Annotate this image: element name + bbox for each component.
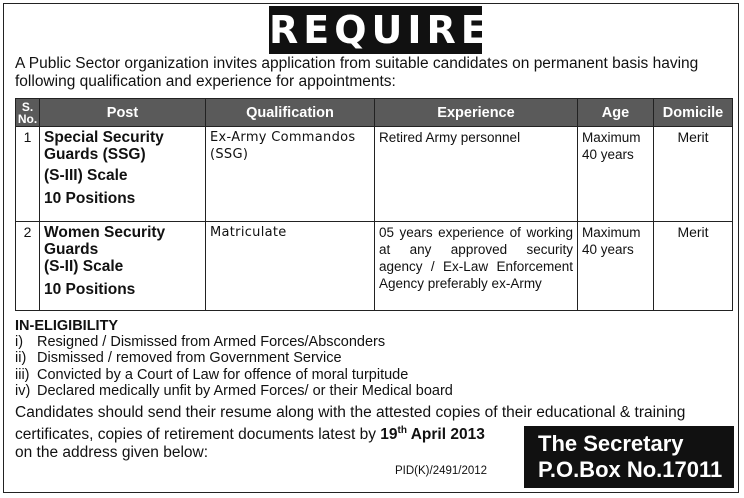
- qualification-cell: Ex-Army Commandos (SSG): [206, 127, 375, 222]
- header-age: Age: [578, 99, 654, 127]
- list-text: Dismissed / removed from Government Service: [37, 350, 342, 367]
- list-marker: i): [15, 334, 24, 351]
- row-number: 2: [16, 222, 40, 311]
- table-header-row: [16, 99, 733, 127]
- deadline-date: 19th April 2013: [380, 425, 485, 444]
- title-banner: [269, 6, 529, 54]
- post-positions: 10 Positions: [44, 281, 136, 298]
- header-domicile: Domicile: [654, 99, 733, 127]
- list-marker: iii): [15, 366, 30, 383]
- list-item: [15, 334, 655, 350]
- experience-cell: 05 years experience of working at any approved security agency / Ex-Law Enforcement Agency preferably ex-Army: [375, 222, 578, 311]
- post-cell: [40, 222, 206, 311]
- title-text: REQUIRED: [269, 8, 529, 52]
- post-title: Women Security Guards: [44, 224, 166, 258]
- closing-line-2: certificates, copies of retirement documents latest by 19th April 2013: [15, 425, 485, 444]
- header-experience: Experience: [375, 99, 578, 127]
- address-line-2: P.O.Box No.17011: [538, 457, 723, 482]
- post-title: Special Security Guards (SSG): [44, 129, 164, 163]
- header-qualification: Qualification: [206, 99, 375, 127]
- positions-table: [15, 98, 733, 311]
- ineligibility-section: [15, 318, 655, 399]
- row-number: 1: [16, 127, 40, 222]
- list-text: Resigned / Dismissed from Armed Forces/Absconders: [37, 334, 386, 351]
- list-marker: iv): [15, 382, 31, 399]
- domicile-cell: Merit: [654, 222, 733, 311]
- list-item: [15, 350, 655, 366]
- header-post: Post: [40, 99, 206, 127]
- pid-code: PID(K)/2491/2012: [395, 465, 488, 477]
- address-box: [524, 426, 734, 488]
- list-marker: ii): [15, 350, 27, 367]
- post-scale: (S-III) Scale: [44, 167, 128, 184]
- header-sno: S. No.: [16, 99, 40, 127]
- intro-paragraph: A Public Sector organization invites application from suitable candidates on permanent basis having following qualification and experience for appointments:: [15, 55, 699, 90]
- address-line-1: The Secretary: [538, 431, 684, 456]
- list-item: [15, 383, 655, 399]
- age-cell: Maximum 40 years: [578, 222, 654, 311]
- age-cell: Maximum 40 years: [578, 127, 654, 222]
- post-scale: (S-II) Scale: [44, 258, 124, 275]
- ineligibility-heading: IN-ELIGIBILITY: [15, 318, 119, 334]
- experience-cell: Retired Army personnel: [375, 127, 578, 222]
- domicile-cell: Merit: [654, 127, 733, 222]
- list-text: Convicted by a Court of Law for offence of moral turpitude: [37, 366, 409, 383]
- post-cell: [40, 127, 206, 222]
- closing-line-1: Candidates should send their resume along with the attested copies of their educational & training: [15, 404, 686, 421]
- closing-line-3: on the address given below:: [15, 444, 209, 462]
- table-row: [16, 127, 733, 222]
- list-item: [15, 367, 655, 383]
- table-row: [16, 222, 733, 311]
- list-text: Declared medically unfit by Armed Forces/ or their Medical board: [37, 382, 453, 399]
- post-positions: 10 Positions: [44, 190, 136, 207]
- qualification-cell: Matriculate: [206, 222, 375, 311]
